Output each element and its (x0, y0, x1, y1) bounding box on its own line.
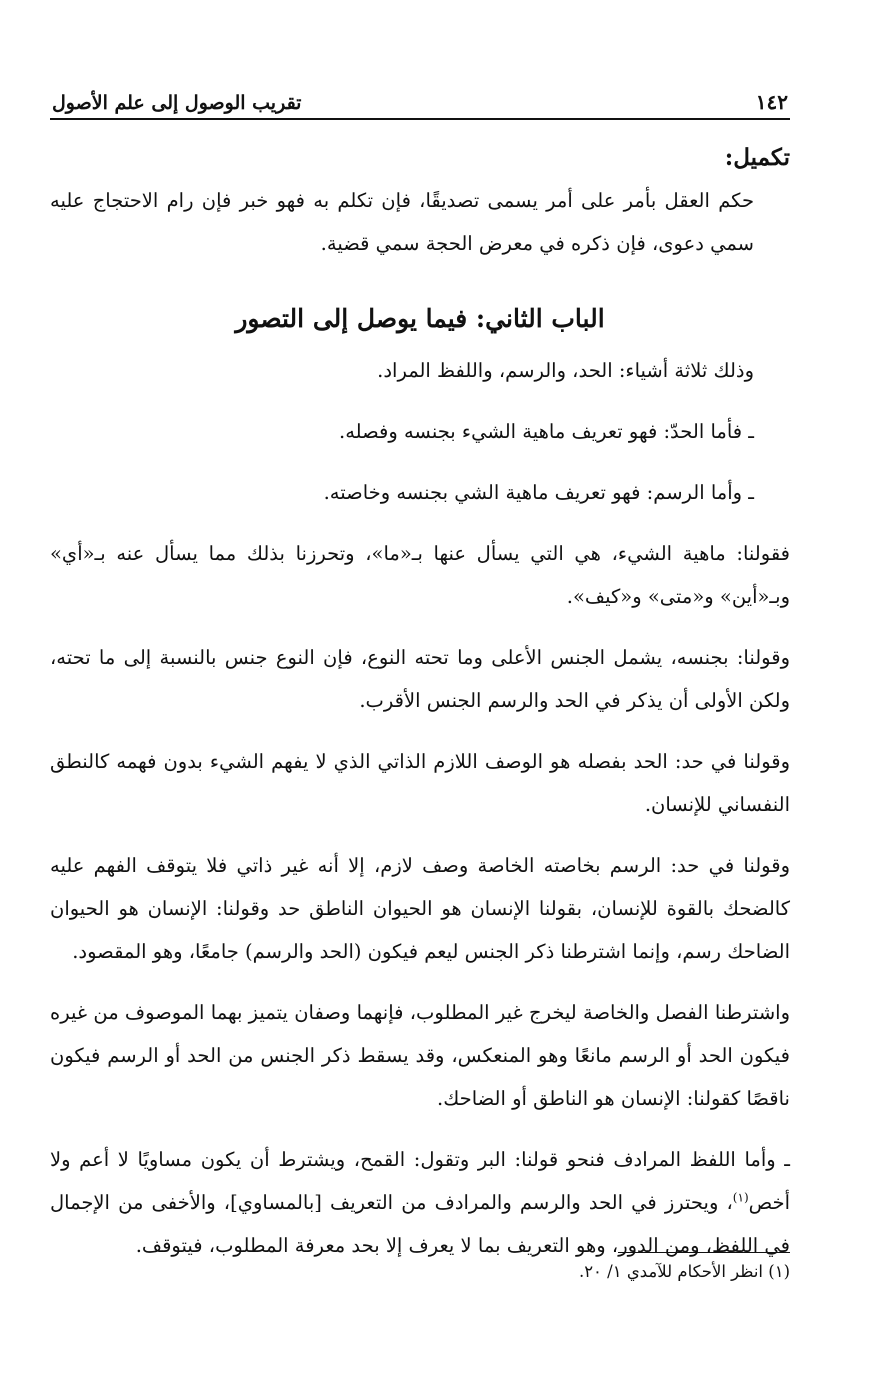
section-heading: تكميل: (724, 144, 790, 171)
book-page (50, 90, 790, 1267)
footnote: (١) انظر الأحكام للآمدي ١/ ٢٠. (578, 1262, 790, 1281)
paragraph-differentia: وقولنا في حد: الحد بفصله هو الوصف اللازم الذاتي الذي لا يفهم الشيء بدون فهمه كالنطق النفساني للإنسان. (50, 750, 790, 816)
synonym-text-end: ، ويحترز في الحد والرسم والمرادف من التعريف [بالمساوي]، والأخفى من الإجمال في اللفظ، ومن الدور، وهو التعريف بما لا يعرف إلا بحد معرفة المطلوب، فيتوقف. (50, 1191, 790, 1257)
section-paragraph: حكم العقل بأمر على أمر يسمى تصديقًا، فإن تكلم به فهو خبر فإن رام الاحتجاج عليه سمي دعوى، فإن ذكره في معرض الحجة سمي قضية. (50, 189, 754, 255)
page-number: ١٤٢ (755, 90, 788, 114)
footnote-divider (618, 1252, 790, 1253)
paragraph-genus: وقولنا: بجنسه، يشمل الجنس الأعلى وما تحته النوع، فإن النوع جنس بالنسبة إلى ما تحته، ولكن الأولى أن يذكر في الحد والرسم الجنس الأقرب. (50, 646, 790, 712)
paragraph-description: ـ وأما الرسم: فهو تعريف ماهية الشي بجنسه وخاصته. (323, 481, 754, 504)
synonym-text-start: ـ وأما اللفظ المرادف فنحو قولنا: البر وتقول: القمح، ويشترط أن يكون مساويًا لا أعم ولا أخص (50, 1148, 790, 1214)
book-title: تقريب الوصول إلى علم الأصول (52, 92, 302, 114)
footnote-reference: (١) (732, 1190, 749, 1205)
paragraph-essence: فقولنا: ماهية الشيء، هي التي يسأل عنها بـ«ما»، وتحرزنا بذلك مما يسأل عنه بـ«أي» وبـ«أين» و«متى» و«كيف». (50, 542, 790, 608)
chapter-title: الباب الثاني: فيما يوصل إلى التصور (235, 304, 605, 333)
running-header (50, 90, 790, 120)
paragraph-conditions: واشترطنا الفصل والخاصة ليخرج غير المطلوب، فإنهما وصفان يتميز بهما الموصوف من غيره فيكون الحد أو الرسم مانعًا وهو المنعكس، وقد يسقط ذكر الجنس من الحد أو الرسم فيكون ناقصًا كقولنا: الإنسان هو الناطق أو الضاحك. (50, 1001, 790, 1110)
paragraph-things: وذلك ثلاثة أشياء: الحد، والرسم، واللفظ المراد. (377, 359, 754, 382)
paragraph-definition: ـ فأما الحدّ: فهو تعريف ماهية الشيء بجنسه وفصله. (339, 420, 754, 443)
paragraph-property: وقولنا في حد: الرسم بخاصته الخاصة وصف لازم، إلا أنه غير ذاتي فلا يتوقف الفهم عليه كالضحك بالقوة للإنسان، بقولنا الإنسان هو الحيوان الناطق حد وقولنا: الإنسان هو الحيوان الضاحك رسم، وإنما اشترطنا ذكر الجنس ليعم فيكون (الحد والرسم) جامعًا، وهو المقصود. (50, 854, 790, 963)
paragraph-synonym (50, 1138, 790, 1267)
